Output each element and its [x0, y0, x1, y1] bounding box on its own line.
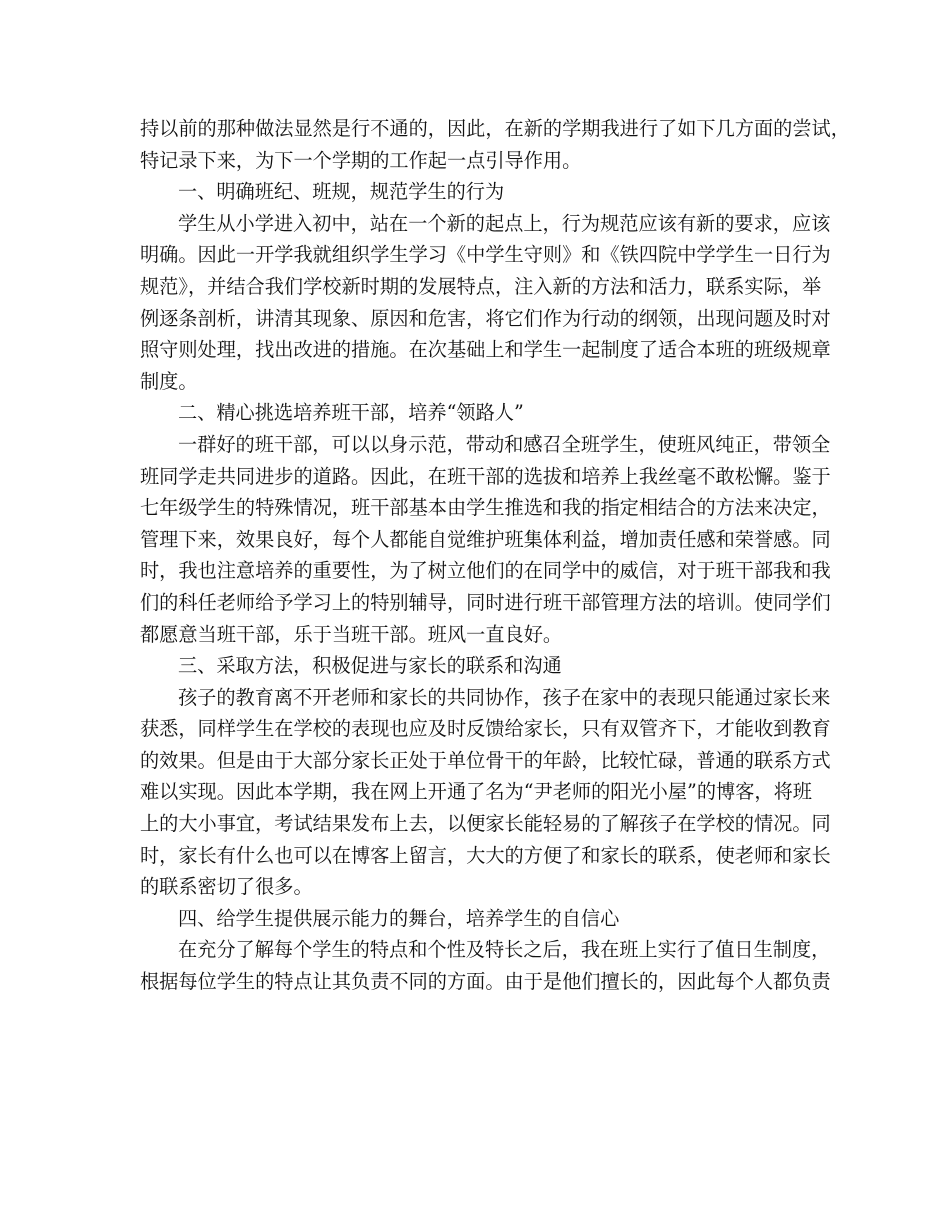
paragraph-line: 时，家长有什么也可以在博客上留言，大大的方便了和家长的联系，使老师和家长 — [140, 843, 831, 867]
paragraph-line-indented: 孩子的教育离不开老师和家长的共同协作，孩子在家中的表现只能通过家长来 — [178, 685, 831, 709]
paragraph-line-indented: 一群好的班干部，可以以身示范，带动和感召全班学生，使班风纯正，带领全 — [178, 432, 831, 456]
paragraph-line: 难以实现。因此本学期，我在网上开通了名为“尹老师的阳光小屋”的博客，将班 — [140, 780, 812, 804]
paragraph-line: 规范》，并结合我们学校新时期的发展特点，注入新的方法和活力，联系实际，举 — [140, 274, 822, 298]
document-body — [140, 113, 850, 998]
paragraph-line: 持以前的那种做法显然是行不通的，因此，在新的学期我进行了如下几方面的尝试， — [140, 117, 850, 140]
paragraph-line: 制度。 — [140, 369, 198, 393]
paragraph-line: 例逐条剖析，讲清其现象、原因和危害，将它们作为行动的纲领，出现问题及时对 — [140, 306, 831, 330]
paragraph-line: 的效果。但是由于大部分家长正处于单位骨干的年龄，比较忙碌，普通的联系方式 — [140, 748, 831, 772]
paragraph-line: 明确。因此一开学我就组织学生学习《中学生守则》和《铁四院中学学生一日行为 — [140, 243, 831, 267]
paragraph-line: 都愿意当班干部，乐于当班干部。班风一直良好。 — [140, 622, 563, 646]
paragraph-line-indented: 一、明确班纪、班规，规范学生的行为 — [178, 180, 505, 204]
paragraph-line: 时，我也注意培养的重要性，为了树立他们的在同学中的威信，对于班干部我和我 — [140, 559, 831, 583]
paragraph-line: 管理下来，效果良好，每个人都能自觉维护班集体利益，增加责任感和荣誉感。同 — [140, 527, 831, 551]
paragraph-line: 根据每位学生的特点让其负责不同的方面。由于是他们擅长的，因此每个人都负责 — [140, 970, 831, 994]
paragraph-line-indented: 在充分了解每个学生的特点和个性及特长之后，我在班上实行了值日生制度， — [178, 938, 831, 962]
paragraph-line-indented: 学生从小学进入初中，站在一个新的起点上，行为规范应该有新的要求，应该 — [178, 211, 831, 235]
paragraph-line-indented: 四、给学生提供展示能力的舞台，培养学生的自信心 — [178, 906, 620, 930]
paragraph-line-indented: 三、采取方法，积极促进与家长的联系和沟通 — [178, 654, 562, 678]
paragraph-line-indented: 二、精心挑选培养班干部，培养“领路人” — [178, 401, 524, 425]
paragraph-line: 们的科任老师给予学习上的特别辅导，同时进行班干部管理方法的培训。使同学们 — [140, 590, 831, 614]
paragraph-line: 班同学走共同进步的道路。因此，在班干部的选拔和培养上我丝毫不敢松懈。鉴于 — [140, 464, 831, 488]
paragraph-line: 特记录下来，为下一个学期的工作起一点引导作用。 — [140, 148, 582, 172]
paragraph-line: 照守则处理，找出改进的措施。在次基础上和学生一起制度了适合本班的班级规章 — [140, 338, 831, 362]
paragraph-line: 的联系密切了很多。 — [140, 875, 313, 899]
paragraph-line: 七年级学生的特殊情况，班干部基本由学生推选和我的指定相结合的方法来决定， — [140, 496, 831, 520]
paragraph-line: 获悉，同样学生在学校的表现也应及时反馈给家长，只有双管齐下，才能收到教育 — [140, 717, 831, 741]
paragraph-line: 上的大小事宜，考试结果发布上去，以便家长能轻易的了解孩子在学校的情况。同 — [140, 812, 831, 836]
